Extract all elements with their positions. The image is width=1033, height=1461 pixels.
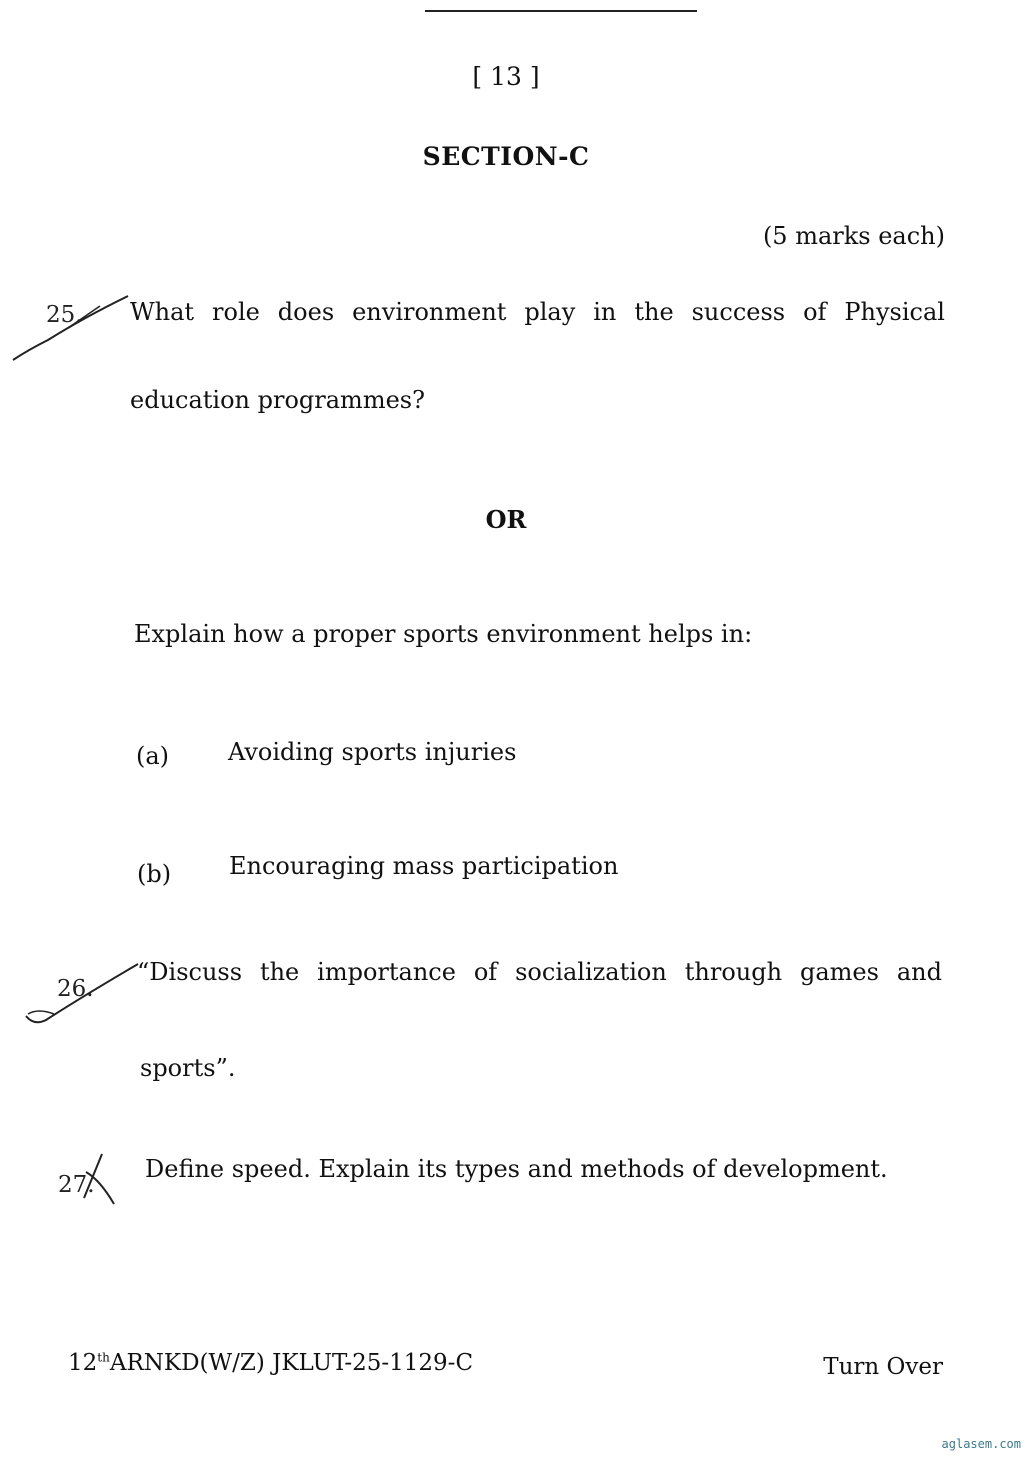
pen-tick-mark-26 [20,958,145,1033]
option-a-text: Avoiding sports injuries [228,738,517,766]
q26-word: importance [317,958,456,986]
question-25-line1 [130,298,945,326]
q26-word: games [799,958,879,986]
q25-word: role [212,298,260,326]
question-25-alternative: Explain how a proper sports environment helps in: [134,620,753,648]
or-divider: OR [485,505,527,534]
turn-over-note: Turn Over [823,1354,943,1380]
question-26-number: 26. [57,976,94,1002]
q25-word: What [130,298,195,326]
watermark: aglasem.com [941,1437,1021,1451]
question-25-line2: education programmes? [130,386,425,414]
option-b-text: Encouraging mass participation [229,852,619,880]
q25-word: the [634,298,674,326]
option-a-label: (a) [136,742,170,770]
q25-word: Physical [844,298,945,326]
marks-note: (5 marks each) [762,222,945,250]
q26-word: through [684,958,783,986]
q25-word: does [277,298,335,326]
q25-word: environment [352,298,507,326]
top-rule [425,10,697,12]
section-title: SECTION-C [422,142,590,171]
option-b-label: (b) [137,860,172,888]
question-27-number: 27. [58,1172,95,1198]
pen-tick-mark-25 [8,288,138,368]
q25-word: play [524,298,576,326]
paper-code [68,1350,473,1376]
q26-word: socialization [515,958,667,986]
q26-word: of [473,958,498,986]
q26-word: “Discuss [137,958,243,986]
paper-code-prefix: 12 [68,1350,98,1376]
question-26-line2: sports”. [140,1054,236,1082]
q25-word: in [593,298,617,326]
pen-tick-mark-27 [70,1150,125,1208]
question-25-number: 25. [46,302,83,328]
page-number: [ 13 ] [472,62,540,91]
question-26-line1 [137,958,942,986]
q26-word: the [259,958,300,986]
paper-code-superscript: th [97,1350,110,1365]
question-27-text: Define speed. Explain its types and methods of development. [145,1155,888,1183]
q25-word: of [803,298,827,326]
q26-word: and [896,958,942,986]
q25-word: success [691,298,786,326]
paper-code-rest: ARNKD(W/Z) JKLUT-25-1129-C [109,1350,474,1376]
